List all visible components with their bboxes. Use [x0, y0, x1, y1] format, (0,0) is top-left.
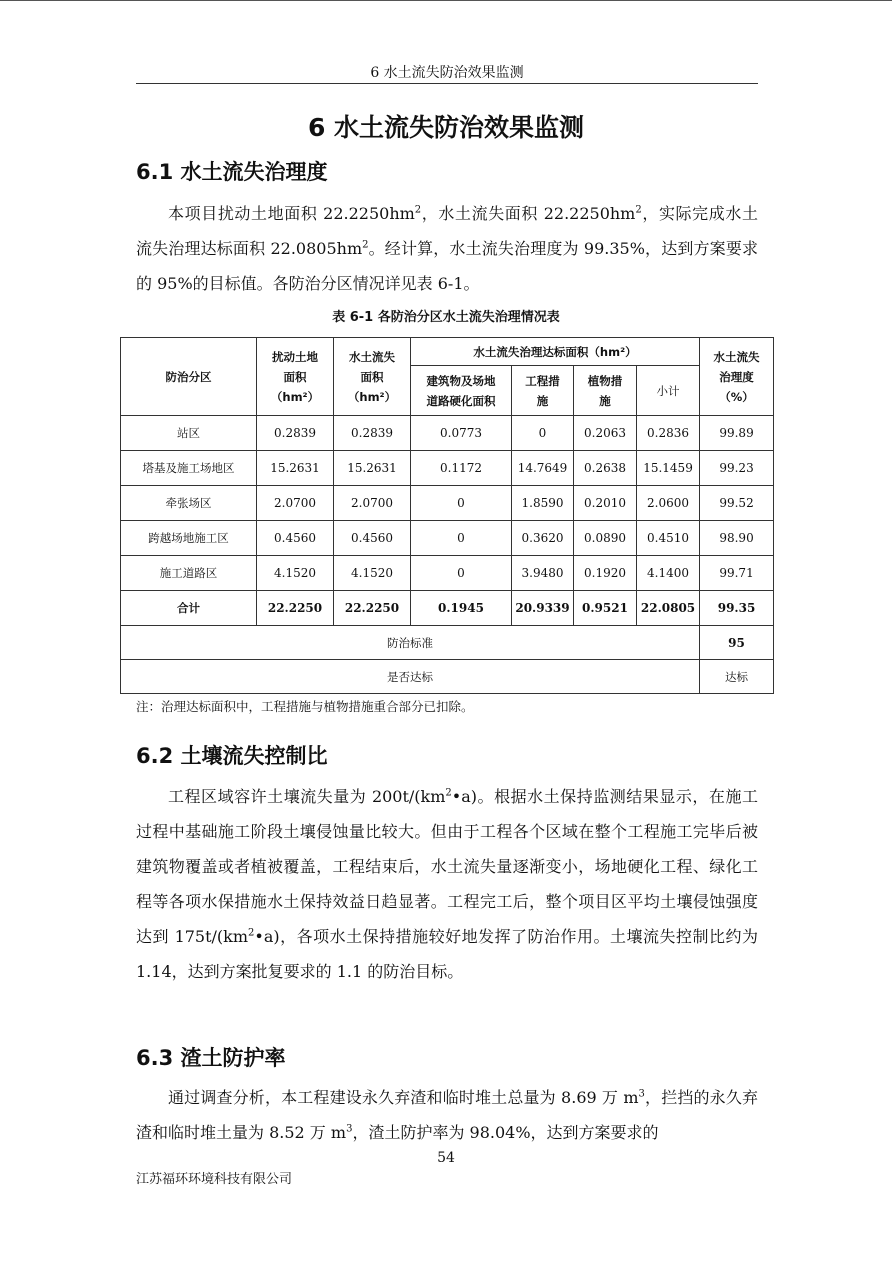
cell-total-disturbed: 22.2250 [257, 591, 334, 626]
company-footer: 江苏福环环境科技有限公司 [136, 1172, 293, 1187]
cell-subtotal: 15.1459 [637, 451, 700, 486]
chapter-title: 6 水土流失防治效果监测 [307, 113, 585, 142]
cell-subtotal: 0.2836 [637, 416, 700, 451]
cell-total-label: 合计 [121, 591, 257, 626]
standard-value: 95 [700, 626, 774, 660]
table-caption: 表 6-1 各防治分区水土流失治理情况表 [332, 310, 560, 325]
cell-loss: 15.2631 [334, 451, 411, 486]
cell-subtotal: 4.1400 [637, 556, 700, 591]
cell-engineering: 14.7649 [512, 451, 574, 486]
cell-total-vegetation: 0.9521 [574, 591, 637, 626]
cell-rate: 98.90 [700, 521, 774, 556]
cell-disturbed: 0.4560 [257, 521, 334, 556]
table-row [121, 556, 774, 591]
cell-subtotal: 2.0600 [637, 486, 700, 521]
section-6-2-title: 6.2 土壤流失控制比 [136, 744, 328, 768]
cell-loss: 0.4560 [334, 521, 411, 556]
section-6-2-paragraph: 工程区域容许土壤流失量为 $200t/(km^2•a)$。根据水土保持监测结果显示，在施工过程中基础施工阶段土壤侵蚀量比较大。但由于工程各个区域在整个工程施工完毕后被建筑物覆盖或者植被覆盖，工程结束后，水土流失量逐渐变小，场地硬化工程、绿化工程等各项水保措施水土保持效益日趋显著。工程完工后，整个项目区平均土壤侵蚀强度达到 $175t/(km^2•a)$，各项水土保持措施较好地发挥了防治作用。土壤流失控制比约为 1.14，达到方案批复要求的 1.1 的防治目标。 [136, 787, 758, 981]
table-row [121, 451, 774, 486]
cell-total-subtotal: 22.0805 [637, 591, 700, 626]
cell-building: 0 [411, 521, 512, 556]
page-number: 54 [437, 1150, 455, 1166]
cell-total-engineering: 20.9339 [512, 591, 574, 626]
cell-loss: 0.2839 [334, 416, 411, 451]
header-zone: 防治分区 [121, 338, 257, 416]
governance-table [120, 337, 774, 694]
header-vegetation: 植物措 施 [574, 366, 637, 416]
section-6-1-title: 6.1 水土流失治理度 [136, 160, 328, 184]
cell-vegetation: 0.2010 [574, 486, 637, 521]
cell-loss: 2.0700 [334, 486, 411, 521]
cell-building: 0.1172 [411, 451, 512, 486]
section-6-3-paragraph: 通过调查分析，本工程建设永久弃渣和临时堆土总量为 8.69 万 $m^3$，拦挡的永久弃渣和临时堆土量为 8.52 万 $m^3$，渣土防护率为 98.04%，达到方案要求的 [136, 1088, 758, 1142]
cell-zone: 站区 [121, 416, 257, 451]
table-row [121, 521, 774, 556]
compliance-row [121, 660, 774, 694]
compliance-label: 是否达标 [121, 660, 700, 694]
standard-label: 防治标准 [121, 626, 700, 660]
cell-engineering: 0 [512, 416, 574, 451]
standard-row [121, 626, 774, 660]
cell-subtotal: 0.4510 [637, 521, 700, 556]
cell-rate: 99.23 [700, 451, 774, 486]
cell-zone: 牵张场区 [121, 486, 257, 521]
cell-disturbed: 2.0700 [257, 486, 334, 521]
cell-vegetation: 0.1920 [574, 556, 637, 591]
cell-rate: 99.71 [700, 556, 774, 591]
cell-vegetation: 0.2638 [574, 451, 637, 486]
cell-disturbed: 0.2839 [257, 416, 334, 451]
page-top-border [0, 0, 892, 1]
cell-building: 0 [411, 556, 512, 591]
cell-engineering: 0.3620 [512, 521, 574, 556]
cell-total-building: 0.1945 [411, 591, 512, 626]
table-note: 注：治理达标面积中，工程措施与植物措施重合部分已扣除。 [136, 699, 474, 714]
cell-total-loss: 22.2250 [334, 591, 411, 626]
cell-rate: 99.89 [700, 416, 774, 451]
total-row [121, 591, 774, 626]
cell-vegetation: 0.0890 [574, 521, 637, 556]
header-subtotal: 小计 [637, 366, 700, 416]
section-6-3-title: 6.3 渣土防护率 [136, 1046, 286, 1070]
cell-zone: 塔基及施工场地区 [121, 451, 257, 486]
cell-disturbed: 4.1520 [257, 556, 334, 591]
cell-vegetation: 0.2063 [574, 416, 637, 451]
cell-loss: 4.1520 [334, 556, 411, 591]
cell-engineering: 1.8590 [512, 486, 574, 521]
running-header: 6 水土流失防治效果监测 [370, 65, 524, 81]
header-rule [136, 83, 758, 84]
cell-rate: 99.52 [700, 486, 774, 521]
header-governed-area-group: 水土流失治理达标面积（hm²） [411, 338, 700, 366]
cell-zone: 施工道路区 [121, 556, 257, 591]
header-building-road: 建筑物及场地 道路硬化面积 [411, 366, 512, 416]
table-row [121, 486, 774, 521]
compliance-value: 达标 [700, 660, 774, 694]
cell-disturbed: 15.2631 [257, 451, 334, 486]
table-row [121, 416, 774, 451]
cell-total-rate: 99.35 [700, 591, 774, 626]
header-governance-rate: 水土流失 治理度 （%） [700, 338, 774, 416]
header-disturbed-area: 扰动土地 面积 （hm²） [257, 338, 334, 416]
header-loss-area: 水土流失 面积 （hm²） [334, 338, 411, 416]
cell-engineering: 3.9480 [512, 556, 574, 591]
section-6-1-paragraph: 本项目扰动土地面积 $22.2250hm^2$，水土流失面积 $22.2250hm^2$，实际完成水土流失治理达标面积 $22.0805hm^2$。经计算，水土流失治理度为 99.35%，达到方案要求的 95%的目标值。各防治分区情况详见表 6-1。 [136, 204, 758, 293]
cell-building: 0.0773 [411, 416, 512, 451]
header-engineering: 工程措 施 [512, 366, 574, 416]
cell-zone: 跨越场地施工区 [121, 521, 257, 556]
cell-building: 0 [411, 486, 512, 521]
